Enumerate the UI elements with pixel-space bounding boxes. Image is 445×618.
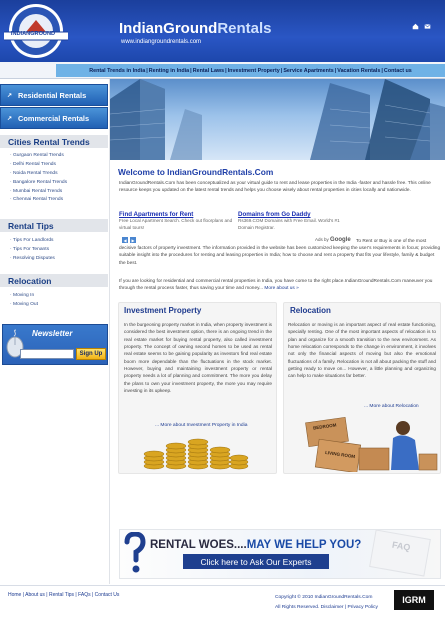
ad-title[interactable]: Find Apartments for Rent	[119, 211, 194, 218]
sidebar-item-disputes[interactable]: · Resolving Disputes	[10, 255, 55, 261]
banner-headline	[150, 539, 361, 551]
sidebar-heading-relocation: Relocation	[0, 274, 108, 287]
footer-link-about[interactable]: About us	[25, 592, 45, 598]
button-label: Residential Rentals	[18, 90, 87, 100]
arrow-icon: ↗	[7, 115, 13, 122]
investment-body: In the burgeoning property market in India, when property investment is considered the best investment option, there is an ongoing trend in the real estate market for buying rental property, also called investment property. The concept of owning second homes to be used as rental real estate seems to be gaining popularity as investors find real estate boom more dependable than the fluctuations in the stock market. However, buying and maintaining investment property or rental property needs a lot of planning and commitment. The more you delay the plans to own your investment property, the more you may require investing in its upkeep.	[124, 322, 272, 394]
sidebar-item-gurgaon[interactable]: · Gurgaon Rental Trends	[10, 153, 64, 158]
title-part2: Rentals	[217, 20, 272, 37]
nav-item-rental-laws[interactable]: Rental Laws	[192, 67, 225, 74]
sidebar-heading-rental-tips: Rental Tips	[0, 219, 108, 232]
cities-list	[10, 152, 106, 205]
nav-item-vacation-rentals[interactable]: Vacation Rentals	[337, 67, 381, 74]
living-room-label: LIVING ROOM	[324, 449, 356, 460]
residential-rentals-button[interactable]	[0, 84, 108, 106]
title-part1: IndianGround	[119, 20, 218, 37]
question-mark-icon	[122, 532, 146, 576]
ads-by-label: Ads by	[315, 237, 329, 242]
ad-text: Rs369.COM Domains with Free Email. World's #1 Domain Registrar.	[238, 218, 340, 230]
signup-button[interactable]: Sign Up	[76, 348, 106, 360]
item-label: Mumbai Rental Trends	[13, 188, 63, 194]
investment-title: Investment Property	[124, 306, 202, 315]
mail-icon[interactable]	[423, 22, 431, 30]
item-label: Bangalore Rental Trends	[13, 179, 68, 185]
relocation-body: Relocation or moving is an important aspect of real estate functioning, specially renting. One of the most important aspects of relocation is to plan and organize for a smooth transition to the new environment. As home relocation corresponds to the change in environment, it involves not only the financial aspects of moving but also the emotional fluctuations of a family. Relocation is not all about packing the stuff and getting ready to move on... However, a little planning and organizing can help to make situations far better.	[288, 322, 436, 379]
para2-lead: To Rent or Buy is one of the most	[356, 239, 427, 244]
button-label: Commercial Rentals	[18, 113, 90, 123]
newsletter-email-input[interactable]	[20, 349, 74, 359]
ads-by-google[interactable]	[315, 237, 351, 243]
item-label: Noida Rental Trends	[13, 170, 58, 176]
ad-domains[interactable]	[238, 211, 353, 231]
sidebar-item-tenants[interactable]: · Tips For Tenants	[10, 246, 50, 252]
sidebar-item-chennai[interactable]: · Chennai Rental Trends	[10, 197, 64, 203]
investment-more-link[interactable]: ... More about Investment Property in India	[155, 423, 248, 428]
sidebar-item-bangalore[interactable]: · Bangalore Rental Trends	[10, 179, 68, 185]
copyright-text: Copyright © 2010 IndianGroundRentals.Com	[275, 595, 373, 600]
faq-paper	[369, 529, 431, 576]
skyscrapers-icon	[110, 79, 445, 160]
footer-link-rental-tips[interactable]: Rental Tips	[48, 592, 74, 598]
relocation-more-link[interactable]: ... More about Relocation	[364, 404, 419, 409]
ask-experts-button[interactable]: Click here to Ask Our Experts	[183, 554, 329, 569]
google-logo: Google	[330, 237, 351, 243]
gold-coins-icon	[140, 432, 250, 472]
footer-link-contact[interactable]: Contact Us	[94, 592, 120, 598]
nav-item-contact-us[interactable]: Contact us	[383, 67, 412, 74]
item-label: Moving Out	[13, 301, 39, 307]
item-label: Tips For Tenants	[12, 246, 50, 252]
sidebar-item-moving-in[interactable]: · Moving In	[10, 293, 35, 298]
hero-image	[110, 79, 445, 160]
igrm-logo[interactable]: IGRM	[394, 590, 434, 610]
faq-label: FAQ	[391, 539, 412, 553]
item-label: Delhi Rental Trends	[13, 161, 56, 167]
home-icon[interactable]	[411, 22, 419, 30]
sidebar-item-landlords[interactable]: · Tips For Landlords	[10, 238, 54, 243]
commercial-rentals-button[interactable]	[0, 107, 108, 129]
item-label: Tips For Landlords	[12, 238, 54, 243]
sidebar-heading-cities: Cities Rental Trends	[0, 135, 108, 148]
site-title[interactable]	[119, 20, 272, 37]
copyright-block	[275, 593, 378, 612]
disclaimer-link[interactable]: Disclaimer	[320, 604, 344, 610]
ad-next-icon[interactable]: ▶	[131, 237, 135, 243]
item-label: Resolving Disputes	[13, 255, 55, 261]
logo-badge-text: INDIANGROUND	[10, 31, 56, 37]
ad-prev-icon[interactable]: ◀	[123, 237, 127, 243]
site-url: www.indiangroundrentals.com	[121, 39, 202, 45]
sidebar-item-moving-out[interactable]: · Moving Out	[10, 301, 39, 307]
rental-tips-list	[10, 237, 106, 264]
nav-item-rental-trends[interactable]: Rental Trends in India	[89, 67, 146, 74]
banner-headline-b: MAY WE HELP YOU?	[246, 539, 362, 551]
sidebar-item-delhi[interactable]: · Delhi Rental Trends	[10, 161, 56, 167]
footer-legal: All Rights Reserved. Disclaimer | Privacy Policy	[275, 604, 378, 610]
nav-item-service-apartments[interactable]: Service Apartments	[283, 67, 334, 74]
footer-divider	[0, 585, 445, 586]
item-label: Chennai Rental Trends	[13, 197, 64, 203]
moving-boxes-icon	[293, 414, 439, 472]
moving-boxes-image	[293, 414, 439, 472]
item-label: Moving In	[13, 293, 35, 298]
nav-item-investment-property[interactable]: Investment Property	[227, 67, 280, 74]
ad-title[interactable]: Domains from Go Daddy	[238, 211, 311, 218]
more-about-us-link[interactable]: More about us »	[264, 286, 299, 292]
sidebar-item-noida[interactable]: · Noida Rental Trends	[10, 170, 58, 176]
footer-link-faqs[interactable]: FAQs	[78, 592, 91, 598]
footer-links: Home | About us | Rental Tips | FAQs | Contact Us	[8, 592, 120, 598]
para3-text: If you are looking for residential and commercial rental properties in India, you have come to the right place.IndianGroundRentals.Com maneuver you through the rental process faster, thus saving your time and money...	[119, 279, 433, 292]
privacy-link[interactable]: Privacy Policy	[347, 604, 378, 610]
relocation-list	[10, 292, 106, 310]
welcome-heading: Welcome to IndianGroundRentals.Com	[118, 167, 274, 177]
banner-headline-a: RENTAL WOES....	[150, 539, 247, 551]
property-paragraph: decisive factors of property investment. The information provided in the website has been customized keeping the user's requirements in focus; providing suitable insight into the procedures for renting and leasing properties in India; how to choose and rent a property that fits your lifestyle, family & budget the best.	[119, 246, 441, 266]
bedroom-label: BEDROOM	[312, 422, 337, 431]
sidebar-item-mumbai[interactable]: · Mumbai Rental Trends	[10, 188, 63, 194]
ad-apartments[interactable]	[119, 211, 234, 231]
main-nav: Rental Trends in India | Renting in India | Rental Laws | Investment Property | Service Apartments | Vacation Rentals | Contact us	[56, 64, 445, 77]
rental-process-paragraph	[119, 278, 441, 293]
arrow-icon: ↗	[7, 92, 13, 99]
nav-item-renting-in-india[interactable]: Renting in India	[148, 67, 190, 74]
intro-paragraph: IndianGroundRentals.Com has been conceptualized as your virtual guide to rent and lease properties in the India -faster and hassle free. This online resource keeps you updated on the latest rental trends and helps you choose wisely about rental properties in cities locally and nationwide.	[119, 181, 431, 194]
newsletter-title: Newsletter	[32, 329, 73, 338]
relocation-title: Relocation	[290, 306, 331, 315]
item-label: Gurgaon Rental Trends	[13, 153, 64, 158]
ad-text: Free Local Apartment Search. Check out floorplans and virtual tours!	[119, 218, 233, 230]
rights-text: All Rights Reserved.	[275, 604, 320, 610]
footer-link-home[interactable]: Home	[8, 592, 22, 598]
